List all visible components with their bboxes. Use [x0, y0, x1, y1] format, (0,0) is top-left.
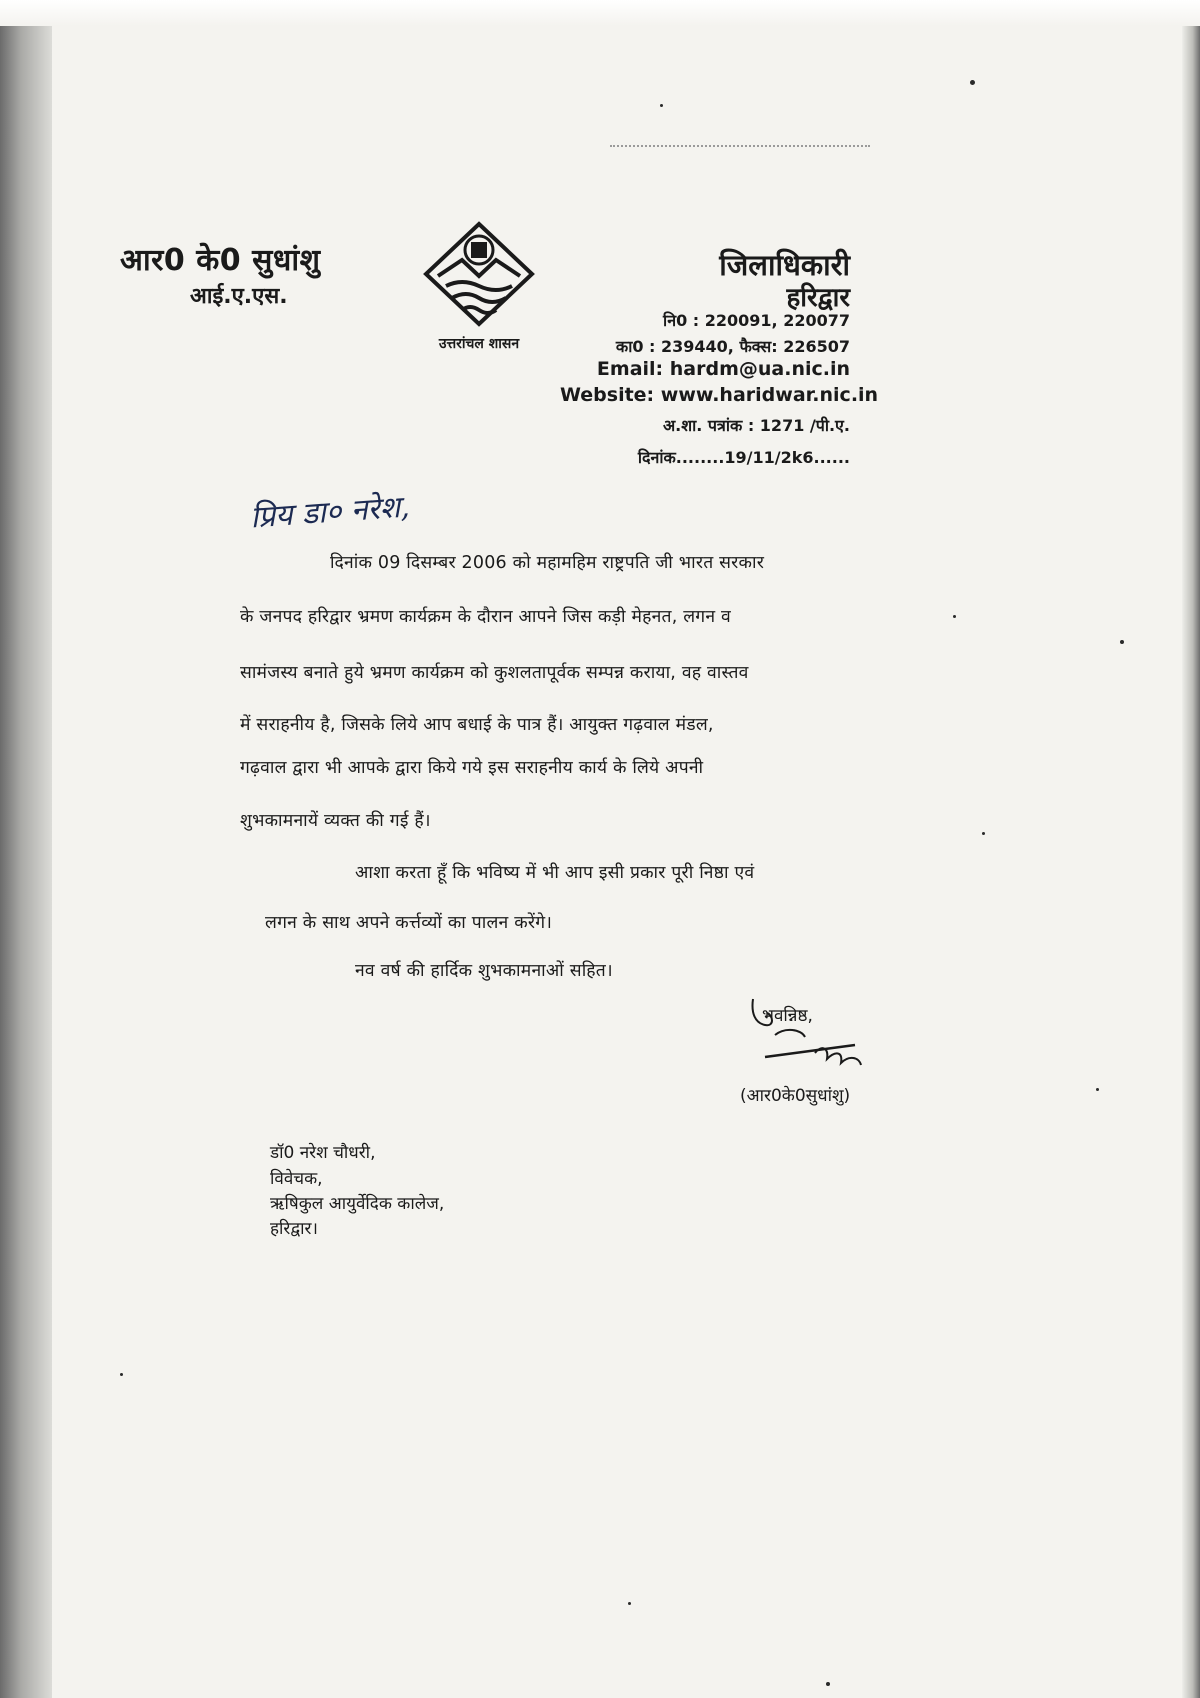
page-edge-top [0, 0, 1200, 26]
body-line: सामंजस्य बनाते हुये भ्रमण कार्यक्रम को कुशलतापूर्वक सम्पन्न कराया, वह वास्तव [240, 663, 749, 683]
salutation-handwritten: प्रिय डा० नरेश, [249, 489, 411, 536]
binding-shadow-left [0, 0, 52, 1698]
office-place: हरिद्वार [786, 283, 850, 313]
scan-speckle [660, 104, 663, 107]
signer-name: (आर0के0सुधांशु) [740, 1086, 851, 1106]
body-line: में सराहनीय है, जिसके लिये आप बधाई के पात्र हैं। आयुक्त गढ़वाल मंडल, [240, 715, 714, 735]
signature-scribble [745, 985, 875, 1075]
fold-line [610, 145, 870, 147]
website-line: Website: www.haridwar.nic.in [560, 384, 879, 406]
recipient-line: ऋषिकुल आयुर्वेदिक कालेज, [270, 1194, 445, 1214]
scan-speckle [982, 832, 985, 835]
recipient-line: हरिद्वार। [270, 1219, 318, 1239]
sender-name: आर0 के0 सुधांशु [120, 243, 321, 278]
body-line: आशा करता हूँ कि भविष्य में भी आप इसी प्रकार पूरी निष्ठा एवं [355, 863, 755, 883]
scan-speckle [120, 1373, 123, 1376]
scan-speckle [628, 1602, 631, 1605]
office-title: जिलाधिकारी [719, 248, 850, 282]
scan-speckle [970, 80, 975, 85]
phone-fax: का0 : 239440, फैक्स: 226507 [615, 337, 850, 356]
recipient-line: डॉ0 नरेश चौधरी, [270, 1143, 376, 1163]
body-line: के जनपद हरिद्वार भ्रमण कार्यक्रम के दौरान आपने जिस कड़ी मेहनत, लगन व [240, 607, 731, 627]
emblem-caption: उत्तरांचल शासन [438, 336, 520, 352]
closing-phrase: भवन्निष्ठ, [762, 1006, 813, 1026]
scan-speckle [1096, 1088, 1099, 1091]
scan-speckle [953, 615, 956, 618]
phone-office: नि0 : 220091, 220077 [663, 311, 850, 330]
body-line: शुभकामनायें व्यक्त की गई हैं। [240, 811, 431, 831]
letter-date: दिनांक........19/11/2k6...... [637, 448, 850, 467]
email-line: Email: hardm@ua.nic.in [596, 358, 850, 380]
sender-title: आई.ए.एस. [190, 284, 288, 309]
reference-number: अ.शा. पत्रांक : 1271 /पी.ए. [662, 416, 850, 435]
government-emblem-icon [420, 220, 538, 330]
body-line: लगन के साथ अपने कर्त्तव्यों का पालन करेंगे। [265, 913, 553, 933]
body-line: गढ़वाल द्वारा भी आपके द्वारा किये गये इस सराहनीय कार्य के लिये अपनी [240, 758, 704, 778]
scan-speckle [826, 1682, 830, 1686]
body-line: नव वर्ष की हार्दिक शुभकामनाओं सहित। [355, 961, 613, 981]
body-line: दिनांक 09 दिसम्बर 2006 को महामहिम राष्ट्रपति जी भारत सरकार [330, 553, 765, 573]
page-shadow-right [1182, 0, 1200, 1698]
recipient-line: विवेचक, [270, 1169, 323, 1189]
scan-speckle [1120, 640, 1124, 644]
